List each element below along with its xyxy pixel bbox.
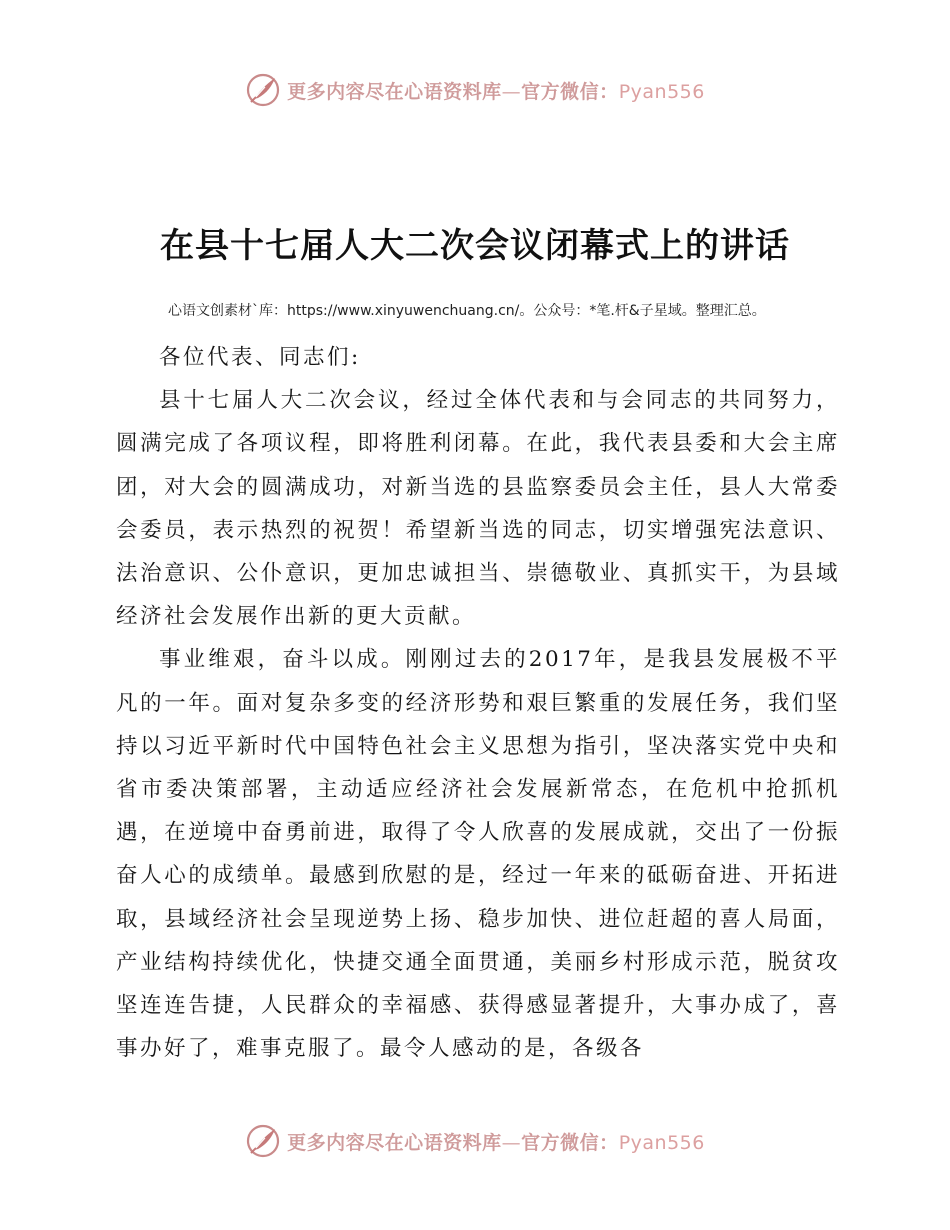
banner-wechat-id: Pyan556: [618, 1131, 705, 1154]
banner-wechat-id: Pyan556: [618, 80, 705, 103]
document-title: 在县十七届人大二次会议闭幕式上的讲话: [160, 226, 790, 266]
banner-wechat-label: 官方微信：: [521, 80, 619, 103]
body-paragraph: 县十七届人大二次会议，经过全体代表和与会同志的共同努力，圆满完成了各项议程，即将胜利闭幕。在此，我代表县委和大会主席团，对大会的圆满成功，对新当选的县监察委员会主任，县人大常委会委员，表示热烈的祝贺！希望新当选的同志，切实增强宪法意识、法治意识、公仆意识，更加忠诚担当、崇德敬业、真抓实干，为县域经济社会发展作出新的更大贡献。: [116, 388, 840, 630]
header-banner-text: [287, 77, 705, 104]
quill-logo-icon: [245, 72, 281, 108]
salutation: 各位代表、同志们:: [159, 345, 361, 370]
header-banner: [0, 70, 950, 110]
source-line: 心语文创素材`库：https://www.xinyuwenchuang.cn/。公众号：*笔.杆&子星域。整理汇总。: [168, 303, 766, 319]
quill-logo-icon: [245, 1123, 281, 1159]
banner-slogan: 更多内容尽在心语资料库: [287, 80, 502, 103]
document-body: [116, 336, 840, 1070]
body-paragraph: 事业维艰，奋斗以成。刚刚过去的2017年，是我县发展极不平凡的一年。面对复杂多变的经济形势和艰巨繁重的发展任务，我们坚持以习近平新时代中国特色社会主义思想为指引，坚决落实党中央和省市委决策部署，主动适应经济社会发展新常态，在危机中抢抓机遇，在逆境中奋勇前进，取得了令人欣喜的发展成就，交出了一份振奋人心的成绩单。最感到欣慰的是，经过一年来的砥砺奋进、开拓进取，县域经济社会呈现逆势上扬、稳步加快、进位赶超的喜人局面，产业结构持续优化，快捷交通全面贯通，美丽乡村形成示范，脱贫攻坚连连告捷，人民群众的幸福感、获得感显著提升，大事办成了，喜事办好了，难事克服了。最令人感动的是，各级各: [116, 647, 840, 1062]
banner-dash: —: [501, 1131, 522, 1154]
banner-slogan: 更多内容尽在心语资料库: [287, 1131, 502, 1154]
footer-banner-text: [287, 1128, 705, 1155]
banner-wechat-label: 官方微信：: [521, 1131, 619, 1154]
banner-dash: —: [501, 80, 522, 103]
footer-banner: [0, 1121, 950, 1161]
